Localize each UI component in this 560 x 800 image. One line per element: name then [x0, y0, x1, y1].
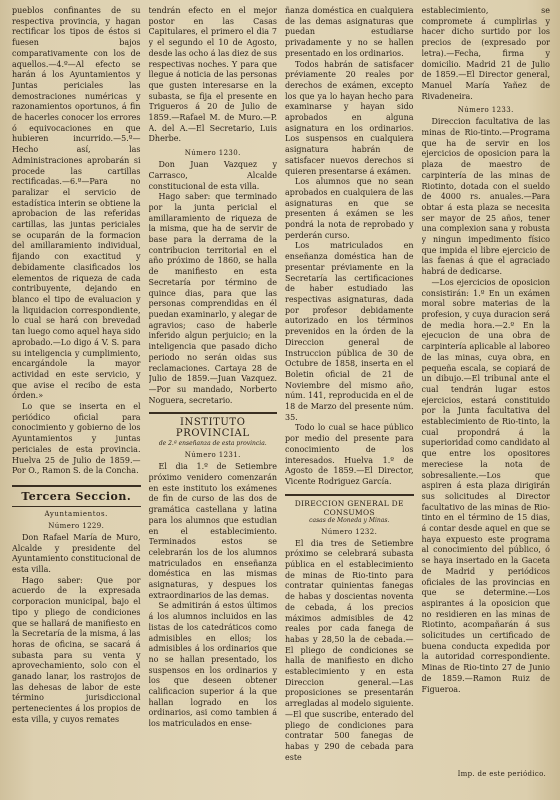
institution-heading: INSTITUTO PROVINCIAL [149, 412, 278, 439]
notice-number: Número 1231. [184, 451, 241, 460]
institution-subheading: de 2.ª enseñanza de esta provincia. [158, 440, 267, 448]
continuation-paragraph: establecimiento, se compromete á cumplirlas y hacer dicho surtido por los precios de (expresado por letra).—Fecha, firma y domicilio. Madrid 21 de Julio de 1859.—El Director general, Manuel María Yañez de Rivadeneira. [421, 6, 550, 101]
section-heading: Tercera Seccion. [12, 485, 141, 507]
publication-note: Lo que se inserta en el periódico oficial para conocimiento y gobierno de los Ayuntamientos y juntas periciales de esta provincia. Huelva 25 de Julio de 1859.—Por O., Ramon S. de la Concha. [12, 402, 141, 476]
notice-body: Se admitirán á estos últimos á los alumnos incluidos en las listas de los catedráticos como admisibles en ellos; los admisibles á los ordinarios que no se hallan presentado, los suspensos en los ordinarios y los que deseen obtener calificacion superior á la que hallan logrado en los ordinarios, asi como tambien á los matriculados en ense- [148, 601, 277, 729]
subsection-heading: Ayuntamientos. [44, 509, 108, 518]
notice-number: Número 1230. [184, 149, 241, 158]
notice-body: Hago saber: que terminado por la junta pericial el amillaramiento de riqueza de la misma, que ha de servir de base para la derrama de la contribucion territorial en el año próximo de 1860, se halla de manifiesto en esta Secretaría por término de quince dias, para que las personas comprendidas en él puedan examinarlo, y alegar de agravios; caso de haberle inferido algun perjuicio; en la inteligencia que pasado dicho periodo no serán oidas sus reclamaciones. Cartaya 28 de Julio de 1859.—Juan Vazquez.—Por su mandado, Norberto Noguera, secretario. [148, 192, 277, 405]
column-1 [12, 6, 141, 786]
notice-intro: Don Juan Vazquez y Carrasco, Alcalde constitucional de esta villa. [148, 160, 277, 191]
notice-body: Todos habrán de satisfacer préviamente 20 reales por derechos de exámen, excepto los que ya lo hayan hecho para examinarse y hayan sido aprobados en alguna asignatura en los ordinarios. Los suspensos en cualquiera asignatura habrán de satisfacer nuevos derechos si quieren presentarse á exámen. [285, 59, 414, 176]
direction-heading: DIRECCION GENERAL DE CONSUMOS [285, 494, 414, 517]
notice-body: El dia tres de Setiembre próximo se celebrará subasta pública en el establecimiento de minas de Rio-tinto para contratar quinientas fanegas de habas y doscientas noventa de cebada, á los precios máximos admisibles de 42 reales por cada fanega de habas y 28,50 la de cebada.—El pliego de condiciones se halla de manifiesto en dicho establecimiento y en esta Direccion general.—Las proposiciones se presentarán arregladas al modelo siguiente.—El que suscribe, enterado del pliego de condiciones para contratar 500 fanegas de habas y 290 de cebada para este [285, 538, 414, 762]
continuation-paragraph: tendrán efecto en el mejor postor en las Casas Capitulares, el primero el dia 7 y el segundo el 10 de Agosto, desde las ocho á las diez de sus respectivas noches. Y para que llegue á noticia de las personas que gusten interesarse en la subasta, se fija el presente en Trigueros á 20 de Julio de 1859.—Rafael M. de Muro.—P. A. del A.—El Secretario, Luis Dherbe. [148, 6, 277, 144]
continuation-paragraph: ñanza doméstica en cualquiera de las demas asignaturas que puedan estudiarse privadamente y no se hallen presentado en los ordinarios. [285, 6, 414, 58]
notice-number: Número 1233. [457, 106, 514, 115]
notice-body: Direccion facultativa de las minas de Rio-tinto.—Programa que ha de servir en los ejercicios de oposicion para la plaza de maestro de carpintería de las minas de Riotinto, dotada con el sueldo de 4000 rs. anuales.—Para obtar á esta plaza se necesita ser mayor de 25 años, tener una complexion sana y robusta y ningun impedimento físico que impida el libre ejercicio de las faenas á que el agraciado habrá de dedicarse. [421, 117, 550, 277]
column-2 [149, 6, 278, 786]
direction-subheading: casas de Moneda y Minas. [309, 516, 390, 524]
notice-intro: Don Rafael María de Muro, Alcalde y presidente del Ayuntamiento constitucional de esta villa. [12, 532, 141, 575]
notice-body: Los matriculados en enseñanza doméstica han de presentar préviamente en la Secretaría las certificaciones de haber estudiado las respectivas asignaturas, dada por profesor debidamente autorizado en los términos prevenidos en la órden de la Direccion general de Instruccion pública de 30 de Octubre de 1858, inserta en el Boletin oficial de 21 de Noviembre del mismo año, núm. 141, reproducida en el de 18 de Marzo del presente núm. 35. [285, 241, 414, 422]
continuation-paragraph: pueblos confinantes de su respectiva provincia, y hagan rectificar los tipos de éstos si fuesen bajos comparativamente con los de aquellos.—4.º—Al efecto se harán á los Ayuntamientos y Juntas periciales las demostraciones numéricas y razonamientos oportunos, á fin de hacerles conocer los errores ó equivocaciones en que hubieren incurrido.—5.º—Hecho así, las Administraciones aprobarán si procede las cartillas rectificadas.—6.º—Para no paralizar el servicio de estadística interin se obtiene la aprobacion de las referidas cartillas, las juntas periciales se ocuparán de la formacion del amillaramiento individual, fijando con exactitud y debidamente clasificados los elementos de riqueza de cada contribuyente, dejando en blanco el tipo de evaluacion y la liquidacion correspondiente, lo cual se hará con brevedad tan luego como aquel haya sido aprobado.—Lo digo á V. S. para su inteligencia y cumplimiento, encargándole la mayor actividad en este servicio, y que avise el recibo de esta órden.» [12, 6, 141, 401]
column-3 [285, 6, 414, 786]
column-4 [422, 6, 551, 786]
notice-body: —Los ejercicios de oposicion consistirán: 1.º En un exámen moral sobre materias de la profesion, y cuya duracion será de media hora.—2.º En la ejecucion de una obra de carpintería aplicable al laboreo de las minas, cuya obra, en pequeña escala, se copiará de un dibujo.—El tribunal ante el cual tendrán lugar estos ejercicios, estará constituido por la Junta facultativa del establecimiento de Rio-tinto, la cual propondrá á la superioridad como candidato al que entre los opositores mereciese la nota de sobresaliente.—Los que aspiren á esta plaza dirigirán sus solicitudes al Director facultativo de las minas de Rio-tinto en el término de 15 dias, á contar desde aquel en que se haya expuesto este programa al conocimiento del público, ó se haya insertado en la Gaceta de Madrid y periódicos oficiales de las provincias en que se determine.—Los aspirantes á la oposicion que no residieren en las minas de Riotinto, acompañarán á sus solicitudes un certificado de buena conducta expedida por la autoridad correspondiente. Minas de Rio-tinto 27 de Junio de 1859.—Ramon Ruiz de Figueroa. [421, 277, 550, 694]
notice-body: Los alumnos que no sean aprobados en cualquiera de las asignaturas en que se presenten á exámen se les pondrá la nota de reprobado y perderán curso. [285, 177, 414, 240]
notice-body: El dia 1.º de Setiembre próximo venidero comenzarán en este instituto los exámenes de fin de curso de las dos de gramática castellana y latina para los alumnos que estudian en el establecimiento. Terminados estos se celebrarán los de los alumnos matriculados en enseñanza doméstica en las mismas asignaturas, y despues los extraordinarios de las demas. [148, 462, 277, 600]
notice-body: Todo lo cual se hace público por medio del presente para conocimiento de los interesados. Huelva 1.º de Agosto de 1859.—El Director, Vicente Rodriguez García. [285, 423, 414, 486]
notice-number: Número 1229. [48, 521, 105, 530]
text-columns [12, 6, 550, 786]
printer-footer: Imp. de este periódico. [457, 770, 546, 778]
notice-number: Número 1232. [321, 527, 378, 536]
notice-body: Hago saber: Que por acuerdo de la expresada corporacion municipal, bajo el tipo y pliego de condiciones que se hallará de manifiesto en la Secretaría de la misma, á las horas de oficina, se sacará á subasta para su venta y aprovechamiento, solo con el ganado lanar, los rastrojos de las dehesas de labor de este término jurisdiccional pertenecientes á los propios de esta villa, y cuyos remates [12, 575, 141, 724]
